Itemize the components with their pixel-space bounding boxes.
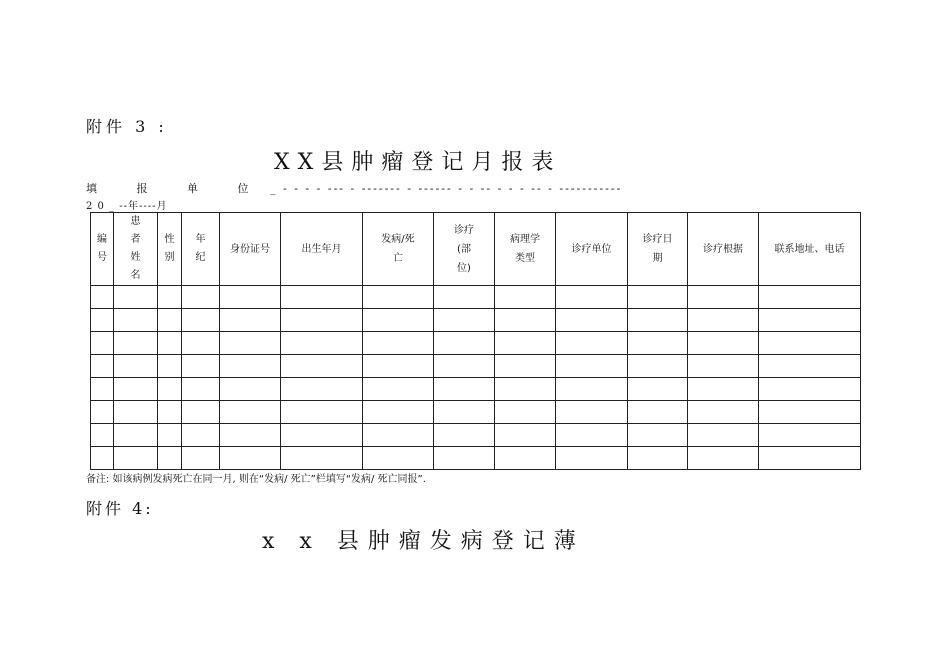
table-cell[interactable] — [158, 309, 182, 332]
header-diagnosis-basis: 诊疗根据 — [688, 213, 759, 286]
table-cell[interactable] — [220, 447, 281, 470]
table-cell[interactable] — [91, 424, 114, 447]
table-cell[interactable] — [495, 378, 556, 401]
table-cell[interactable] — [628, 424, 688, 447]
table-header-row — [91, 213, 861, 286]
table-cell[interactable] — [688, 424, 759, 447]
table-cell[interactable] — [434, 332, 495, 355]
table-row — [91, 355, 861, 378]
table-cell[interactable] — [363, 378, 434, 401]
table-cell[interactable] — [556, 378, 628, 401]
table-cell[interactable] — [759, 309, 861, 332]
header-onset-death: 发病/死亡 — [363, 213, 434, 286]
table-cell[interactable] — [556, 424, 628, 447]
table-cell[interactable] — [91, 378, 114, 401]
table-cell[interactable] — [91, 447, 114, 470]
table-cell[interactable] — [556, 332, 628, 355]
table-cell[interactable] — [688, 355, 759, 378]
table-cell[interactable] — [114, 309, 158, 332]
table-cell[interactable] — [182, 378, 220, 401]
table-cell[interactable] — [688, 309, 759, 332]
table-row — [91, 401, 861, 424]
table-cell[interactable] — [91, 286, 114, 309]
table-cell[interactable] — [759, 424, 861, 447]
monthly-report-table — [90, 212, 861, 470]
table-cell[interactable] — [556, 401, 628, 424]
table-cell[interactable] — [281, 401, 363, 424]
table-cell[interactable] — [495, 332, 556, 355]
table-cell[interactable] — [281, 378, 363, 401]
table-cell[interactable] — [688, 401, 759, 424]
table-cell[interactable] — [363, 424, 434, 447]
table-row — [91, 447, 861, 470]
table-row — [91, 286, 861, 309]
table-cell[interactable] — [628, 332, 688, 355]
table-cell[interactable] — [220, 424, 281, 447]
table-cell[interactable] — [434, 286, 495, 309]
attachment-3-label: 附件 3 : — [86, 117, 168, 136]
table-cell[interactable] — [114, 332, 158, 355]
table-cell[interactable] — [114, 378, 158, 401]
table-cell[interactable] — [363, 309, 434, 332]
table-cell[interactable] — [114, 286, 158, 309]
table-row — [91, 309, 861, 332]
table-cell[interactable] — [363, 332, 434, 355]
register-title: x x 县肿瘤发病登记薄 — [262, 529, 585, 554]
table-cell[interactable] — [628, 401, 688, 424]
table-cell[interactable] — [556, 286, 628, 309]
table-cell[interactable] — [688, 447, 759, 470]
table-cell[interactable] — [182, 309, 220, 332]
table-cell[interactable] — [158, 332, 182, 355]
attachment-4-label: 附件 4: — [86, 499, 154, 518]
date-line: 2 0 _ --年----月 — [86, 201, 168, 212]
table-cell[interactable] — [495, 309, 556, 332]
table-cell[interactable] — [434, 309, 495, 332]
table-cell[interactable] — [363, 401, 434, 424]
table-cell[interactable] — [281, 447, 363, 470]
header-birth-date: 出生年月 — [281, 213, 363, 286]
table-cell[interactable] — [281, 355, 363, 378]
table-cell[interactable] — [759, 447, 861, 470]
table-cell[interactable] — [495, 355, 556, 378]
table-cell[interactable] — [434, 424, 495, 447]
header-id-number: 身份证号 — [220, 213, 281, 286]
fill-unit-blank: _ - - - - --- - ------- - ------ - - -- - - - -- - ----------- — [270, 182, 623, 195]
table-cell[interactable] — [281, 286, 363, 309]
table-cell[interactable] — [363, 447, 434, 470]
table-cell[interactable] — [759, 286, 861, 309]
table-cell[interactable] — [281, 424, 363, 447]
table-cell[interactable] — [628, 309, 688, 332]
table-row — [91, 332, 861, 355]
table-cell[interactable] — [434, 355, 495, 378]
table-cell[interactable] — [759, 401, 861, 424]
table-cell[interactable] — [688, 378, 759, 401]
table-cell[interactable] — [220, 332, 281, 355]
header-number: 编号 — [91, 213, 114, 286]
table-cell[interactable] — [281, 309, 363, 332]
table-cell[interactable] — [759, 355, 861, 378]
fill-unit-label: 填 报 单 位 — [86, 182, 267, 195]
table-cell[interactable] — [182, 332, 220, 355]
table-cell[interactable] — [158, 286, 182, 309]
table-row — [91, 378, 861, 401]
table-cell[interactable] — [434, 447, 495, 470]
table-note: 备注: 如该病例发病死亡在同一月, 则在“发病/ 死亡”栏填写“发病/ 死亡同报”. — [86, 474, 426, 485]
table-cell[interactable] — [182, 355, 220, 378]
table-cell[interactable] — [158, 355, 182, 378]
table-cell[interactable] — [114, 447, 158, 470]
table-cell[interactable] — [628, 286, 688, 309]
table-cell[interactable] — [182, 401, 220, 424]
header-pathology-type: 病理学类型 — [495, 213, 556, 286]
table-cell[interactable] — [91, 332, 114, 355]
report-title: XX县肿瘤登记月报表 — [274, 150, 562, 175]
fill-unit-line — [86, 180, 622, 196]
table-cell[interactable] — [363, 355, 434, 378]
table-cell[interactable] — [628, 378, 688, 401]
table-cell[interactable] — [182, 447, 220, 470]
table-cell[interactable] — [114, 401, 158, 424]
table-cell[interactable] — [495, 401, 556, 424]
table-cell[interactable] — [495, 286, 556, 309]
table-cell[interactable] — [182, 424, 220, 447]
header-diagnosis-date: 诊疗日期 — [628, 213, 688, 286]
table-cell[interactable] — [220, 355, 281, 378]
table-cell[interactable] — [556, 309, 628, 332]
table-cell[interactable] — [182, 286, 220, 309]
header-patient-name: 患者姓名 — [114, 213, 158, 286]
table-cell[interactable] — [434, 378, 495, 401]
table-cell[interactable] — [556, 355, 628, 378]
table-cell[interactable] — [114, 424, 158, 447]
header-age: 年纪 — [182, 213, 220, 286]
table-cell[interactable] — [363, 286, 434, 309]
table-cell[interactable] — [114, 355, 158, 378]
table-cell[interactable] — [759, 332, 861, 355]
header-diagnosis-unit: 诊疗单位 — [556, 213, 628, 286]
table-cell[interactable] — [220, 401, 281, 424]
table-cell[interactable] — [158, 401, 182, 424]
table-cell[interactable] — [688, 332, 759, 355]
table-row — [91, 424, 861, 447]
table-cell[interactable] — [91, 309, 114, 332]
table-cell[interactable] — [220, 286, 281, 309]
table-cell[interactable] — [759, 378, 861, 401]
table-body — [91, 286, 861, 470]
table-cell[interactable] — [91, 401, 114, 424]
table-cell[interactable] — [158, 424, 182, 447]
table-cell[interactable] — [158, 447, 182, 470]
table-cell[interactable] — [158, 378, 182, 401]
table-cell[interactable] — [495, 424, 556, 447]
table-cell[interactable] — [628, 355, 688, 378]
table-cell[interactable] — [91, 355, 114, 378]
table-cell[interactable] — [434, 401, 495, 424]
header-diagnosis-site: 诊疗(部位) — [434, 213, 495, 286]
table-cell[interactable] — [495, 447, 556, 470]
header-contact: 联系地址、电话 — [759, 213, 861, 286]
table-cell[interactable] — [281, 332, 363, 355]
table-cell[interactable] — [220, 309, 281, 332]
table-cell[interactable] — [220, 378, 281, 401]
table-cell[interactable] — [628, 447, 688, 470]
header-sex: 性别 — [158, 213, 182, 286]
table-cell[interactable] — [688, 286, 759, 309]
table-cell[interactable] — [556, 447, 628, 470]
